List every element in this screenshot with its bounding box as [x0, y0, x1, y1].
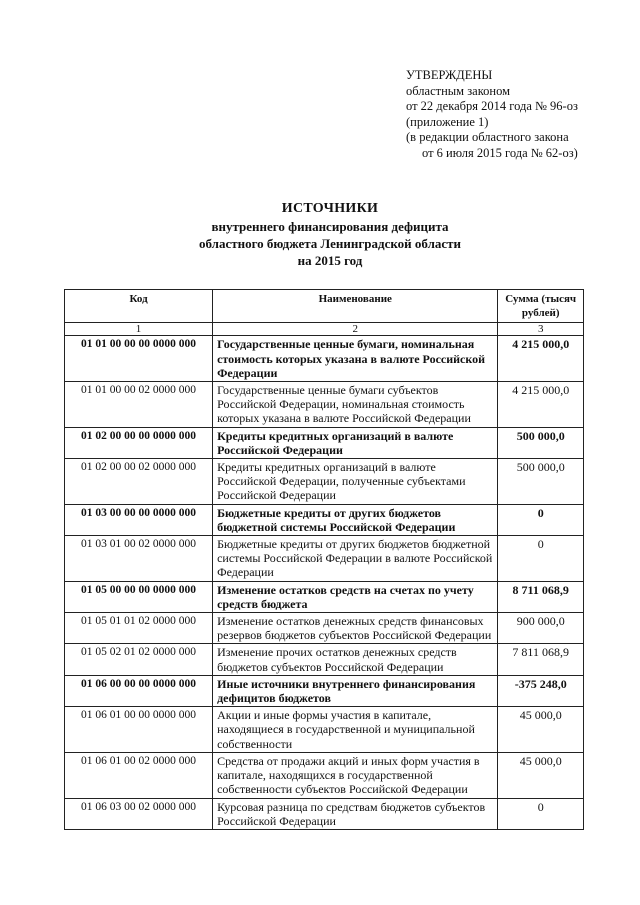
sum-cell: 0: [498, 504, 584, 535]
table-row: [65, 581, 584, 612]
sum-cell: 8 711 068,9: [498, 581, 584, 612]
name-cell: Изменение остатков денежных средств финансовых резервов бюджетов субъектов Российской Федерации: [213, 613, 498, 644]
column-number: 1: [65, 323, 213, 336]
name-cell: Бюджетные кредиты от других бюджетов бюджетной системы Российской Федерации: [213, 504, 498, 535]
code-cell: 01 06 01 00 02 0000 000: [65, 752, 213, 798]
name-cell: Средства от продажи акций и иных форм участия в капитале, находящихся в государственной собственности субъектов Российской Федерации: [213, 752, 498, 798]
table-row: [65, 536, 584, 582]
code-cell: 01 06 03 00 02 0000 000: [65, 798, 213, 829]
sum-cell: 0: [498, 798, 584, 829]
name-cell: Кредиты кредитных организаций в валюте Российской Федерации, полученные субъектами Российской Федерации: [213, 459, 498, 505]
table-row: [65, 707, 584, 753]
sources-table: [64, 289, 584, 830]
table-row: [65, 644, 584, 675]
table-row: [65, 798, 584, 829]
code-cell: 01 02 00 00 00 0000 000: [65, 427, 213, 458]
code-cell: 01 01 00 00 00 0000 000: [65, 336, 213, 382]
sum-cell: 900 000,0: [498, 613, 584, 644]
code-cell: 01 03 00 00 00 0000 000: [65, 504, 213, 535]
sum-cell: 7 811 068,9: [498, 644, 584, 675]
name-cell: Государственные ценные бумаги субъектов Российской Федерации, номинальная стоимость которых указана в валюте Российской Федерации: [213, 382, 498, 428]
header-sum: Сумма (тысяч рублей): [498, 290, 584, 323]
sum-cell: 500 000,0: [498, 459, 584, 505]
approval-line: УТВЕРЖДЕНЫ: [406, 68, 493, 82]
approval-line: от 6 июля 2015 года № 62-оз): [422, 145, 578, 160]
sum-cell: 500 000,0: [498, 427, 584, 458]
name-cell: Бюджетные кредиты от других бюджетов бюджетной системы Российской Федерации в валюте Российской Федерации: [213, 536, 498, 582]
column-number-row: [65, 323, 584, 336]
approval-line: от 22 декабря 2014 года № 96-оз: [406, 99, 578, 113]
code-cell: 01 05 01 01 02 0000 000: [65, 613, 213, 644]
sum-cell: 0: [498, 536, 584, 582]
code-cell: 01 03 01 00 02 0000 000: [65, 536, 213, 582]
name-cell: Акции и иные формы участия в капитале, находящиеся в государственной и муниципальной собственности: [213, 707, 498, 753]
code-cell: 01 05 02 01 02 0000 000: [65, 644, 213, 675]
table-row: [65, 336, 584, 382]
name-cell: Иные источники внутреннего финансирования дефицитов бюджетов: [213, 675, 498, 706]
approval-line: (приложение 1): [406, 114, 489, 129]
title-line: областного бюджета Ленинградской области: [198, 236, 462, 251]
code-cell: 01 05 00 00 00 0000 000: [65, 581, 213, 612]
table-row: [65, 427, 584, 458]
table-body: [65, 336, 584, 830]
name-cell: Изменение прочих остатков денежных средств бюджетов субъектов Российской Федерации: [213, 644, 498, 675]
title-line: на 2015 год: [297, 253, 363, 268]
sum-cell: 4 215 000,0: [498, 336, 584, 382]
name-cell: Кредиты кредитных организаций в валюте Российской Федерации: [213, 427, 498, 458]
table-row: [65, 459, 584, 505]
table-row: [65, 613, 584, 644]
title-line: внутреннего финансирования дефицита: [211, 219, 449, 234]
code-cell: 01 06 01 00 00 0000 000: [65, 707, 213, 753]
table-row: [65, 752, 584, 798]
name-cell: Курсовая разница по средствам бюджетов субъектов Российской Федерации: [213, 798, 498, 829]
sum-cell: 45 000,0: [498, 752, 584, 798]
column-number: 2: [213, 323, 498, 336]
table-row: [65, 382, 584, 428]
table-row: [65, 675, 584, 706]
table-header-row: [65, 290, 584, 323]
column-number: 3: [498, 323, 584, 336]
approval-stamp: [406, 68, 636, 161]
code-cell: 01 02 00 00 02 0000 000: [65, 459, 213, 505]
sum-cell: 45 000,0: [498, 707, 584, 753]
title-heading: ИСТОЧНИКИ: [281, 201, 379, 216]
sum-cell: -375 248,0: [498, 675, 584, 706]
name-cell: Государственные ценные бумаги, номинальная стоимость которых указана в валюте Российской Федерации: [213, 336, 498, 382]
sum-cell: 4 215 000,0: [498, 382, 584, 428]
code-cell: 01 06 00 00 00 0000 000: [65, 675, 213, 706]
approval-line: областным законом: [406, 83, 511, 98]
table-row: [65, 504, 584, 535]
header-code: Код: [65, 290, 213, 323]
approval-line: (в редакции областного закона: [406, 130, 569, 144]
header-name: Наименование: [213, 290, 498, 323]
document-title: [60, 200, 600, 269]
code-cell: 01 01 00 00 02 0000 000: [65, 382, 213, 428]
name-cell: Изменение остатков средств на счетах по учету средств бюджета: [213, 581, 498, 612]
